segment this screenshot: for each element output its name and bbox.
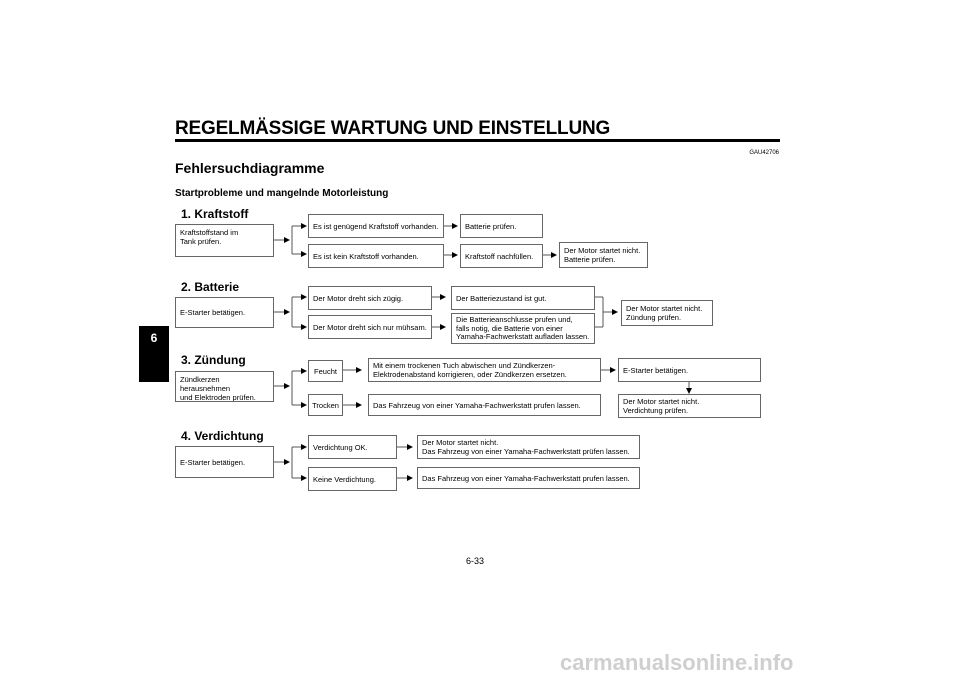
battery-ok-box: Der Motor dreht sich zügig. bbox=[308, 286, 432, 310]
fuel-start-box: Kraftstoffstand im Tank prüfen. bbox=[175, 224, 274, 257]
page-title: REGELMÄSSIGE WARTUNG UND EINSTELLUNG bbox=[175, 118, 611, 139]
fuel-bad-box: Es ist kein Kraftstoff vorhanden. bbox=[308, 244, 444, 268]
compression-bad-next-box: Das Fahrzeug von einer Yamaha-Fachwerkstatt prufen lassen. bbox=[417, 467, 640, 489]
doc-code: GAU42706 bbox=[749, 150, 779, 156]
page-number: 6-33 bbox=[466, 556, 485, 566]
compression-heading: 4. Verdichtung bbox=[181, 429, 264, 443]
ignition-dry-box: Trocken bbox=[308, 394, 343, 416]
ignition-wet-final-box: E-Starter betätigen. bbox=[618, 358, 761, 382]
ignition-wet-next-box: Mit einem trockenen Tuch abwischen und Zündkerzen- Elektrodenabstand korrigieren, oder Zündkerzen ersetzen. bbox=[368, 358, 601, 382]
compression-bad-box: Keine Verdichtung. bbox=[308, 467, 397, 491]
battery-final-box: Der Motor startet nicht. Zündung prüfen. bbox=[621, 300, 713, 326]
ignition-dry-next-box: Das Fahrzeug von einer Yamaha-Fachwerkstatt prufen lassen. bbox=[368, 394, 601, 416]
battery-ok-next-box: Der Batteriezustand ist gut. bbox=[451, 286, 595, 310]
fuel-ok-box: Es ist genügend Kraftstoff vorhanden. bbox=[308, 214, 444, 238]
fuel-bad-final-box: Der Motor startet nicht. Batterie prüfen. bbox=[559, 242, 648, 268]
footer-watermark: carmanualsonline.info bbox=[560, 650, 794, 675]
battery-bad-next-box: Die Batterieanschlusse prufen und, falls notig, die Batterie von einer Yamaha-Fachwerkstatt aufladen lassen. bbox=[451, 313, 595, 344]
fuel-ok-next-box: Batterie prüfen. bbox=[460, 214, 543, 238]
chapter-tab: 6 bbox=[139, 326, 169, 382]
battery-bad-box: Der Motor dreht sich nur mühsam. bbox=[308, 315, 432, 339]
compression-ok-next-box: Der Motor startet nicht. Das Fahrzeug von einer Yamaha-Fachwerkstatt prüfen lassen. bbox=[417, 435, 640, 459]
section-subtitle: Startprobleme und mangelnde Motorleistung bbox=[175, 188, 389, 199]
ignition-start-box: Zündkerzen herausnehmen und Elektroden prüfen. bbox=[175, 371, 274, 402]
compression-ok-box: Verdichtung OK. bbox=[308, 435, 397, 459]
section-title: Fehlersuchdiagramme bbox=[175, 160, 325, 176]
compression-start-box: E-Starter betätigen. bbox=[175, 446, 274, 478]
ignition-wet-box: Feucht bbox=[308, 360, 343, 382]
ignition-wet-after-box: Der Motor startet nicht. Verdichtung prüfen. bbox=[618, 394, 761, 418]
fuel-heading: 1. Kraftstoff bbox=[181, 207, 249, 221]
ignition-heading: 3. Zündung bbox=[181, 353, 246, 367]
battery-heading: 2. Batterie bbox=[181, 280, 240, 294]
fuel-bad-next-box: Kraftstoff nachfüllen. bbox=[460, 244, 543, 268]
battery-start-box: E-Starter betätigen. bbox=[175, 297, 274, 328]
